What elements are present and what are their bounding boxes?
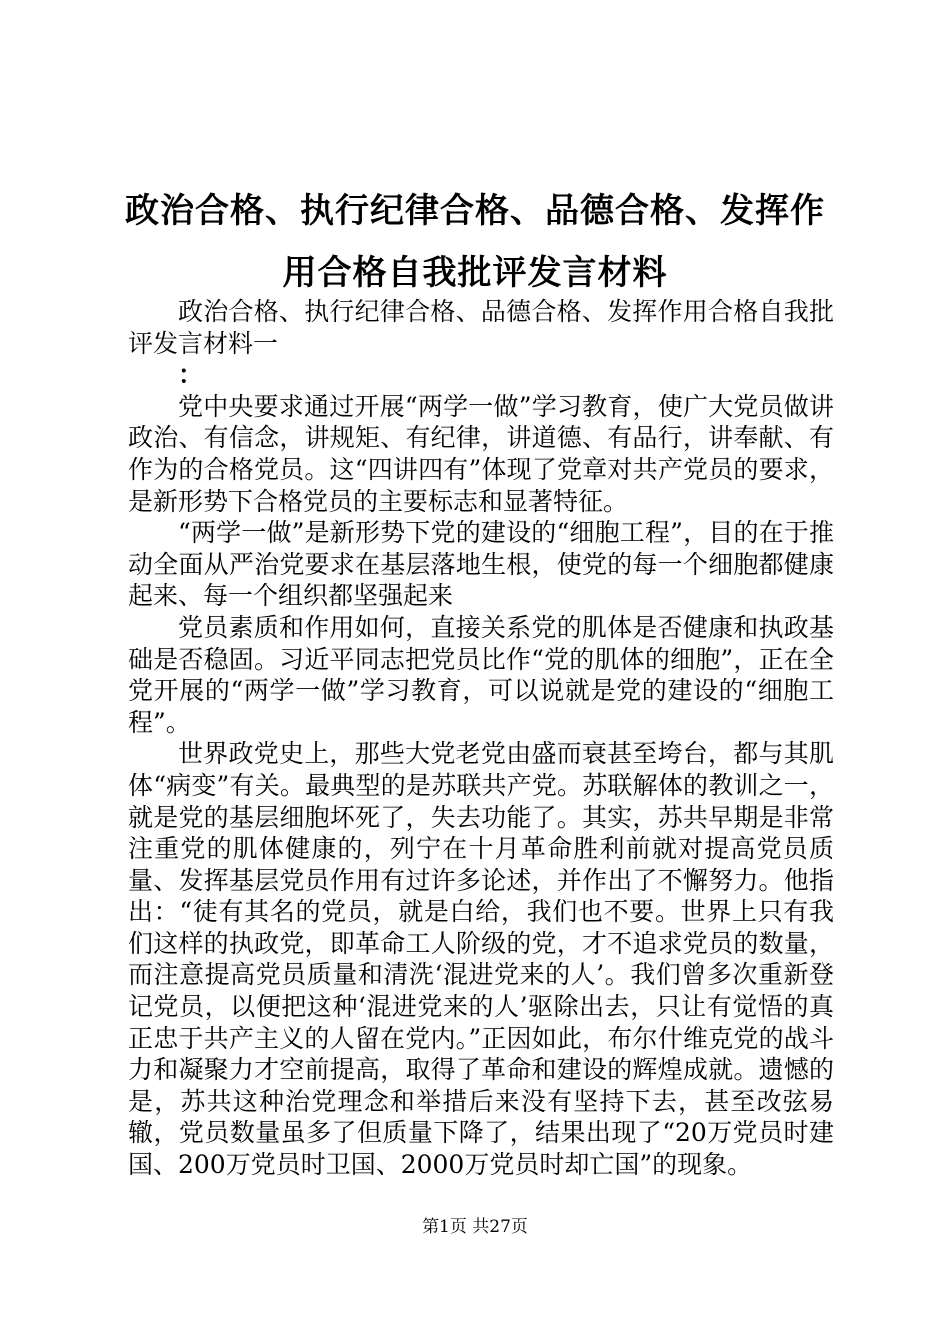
- paragraph: 世界政党史上，那些大党老党由盛而衰甚至垮台，都与其肌体“病变”有关。最典型的是苏联共产党。苏联解体的教训之一，就是党的基层细胞坏死了，失去功能了。其实，苏共早期是非常注重党的肌体健康的，列宁在十月革命胜利前就对提高党员质量、发挥基层党员作用有过许多论述，并作出了不懈努力。他指出：“徒有其名的党员，就是白给，我们也不要。世界上只有我们这样的执政党，即革命工人阶级的党，才不追求党员的数量，而注意提高党员质量和清洗‘混进党来的人’。我们曾多次重新登记党员，以便把这种‘混进党来的人’驱除出去，只让有觉悟的真正忠于共产主义的人留在党内。”正因如此，布尔什维克党的战斗力和凝聚力才空前提高，取得了革命和建设的辉煌成就。遗憾的是，苏共这种治党理念和举措后来没有坚持下去，甚至改弦易辙，党员数量虽多了但质量下降了，结果出现了“20万党员时建国、200万党员时卫国、2000万党员时却亡国”的现象。: [128, 739, 834, 1180]
- paragraph: 党员素质和作用如何，直接关系党的肌体是否健康和执政基础是否稳固。习近平同志把党员比作“党的肌体的细胞”，正在全党开展的“两学一做”学习教育，可以说就是党的建设的“细胞工程”。: [128, 612, 834, 737]
- document-body: [128, 296, 834, 1181]
- paragraph: “两学一做”是新形势下党的建设的“细胞工程”，目的在于推动全面从严治党要求在基层落地生根，使党的每一个细胞都健康起来、每一个组织都坚强起来: [128, 518, 834, 611]
- paragraph: 党中央要求通过开展“两学一做”学习教育，使广大党员做讲政治、有信念，讲规矩、有纪律，讲道德、有品行，讲奉献、有作为的合格党员。这“四讲四有”体现了党章对共产党员的要求，是新形势下合格党员的主要标志和显著特征。: [128, 391, 834, 516]
- paragraph: 政治合格、执行纪律合格、品德合格、发挥作用合格自我批评发言材料一: [128, 297, 834, 358]
- paragraph: ：: [178, 360, 204, 390]
- page-footer: 第1页 共27页: [422, 1217, 528, 1237]
- document-title: 政治合格、执行纪律合格、品德合格、发挥作用合格自我批评发言材料: [125, 191, 825, 293]
